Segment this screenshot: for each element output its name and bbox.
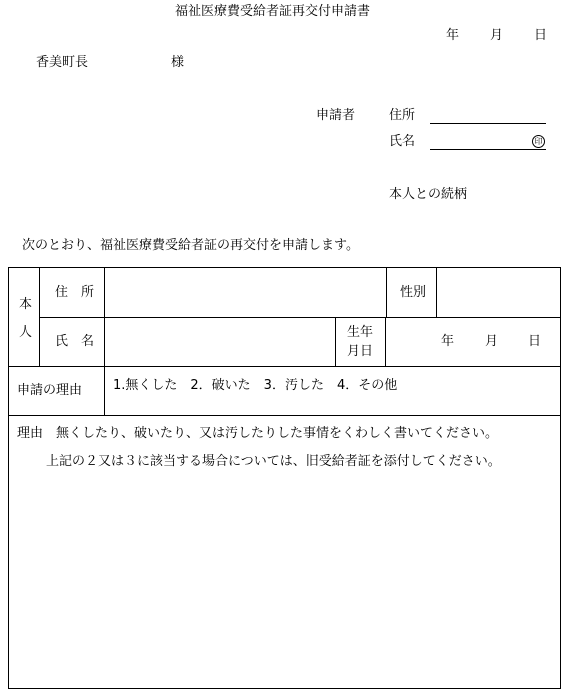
explanation-line-1: 理由 無くしたり、破いたり、又は汚したりした事情をくわしく書いてください。 bbox=[17, 426, 499, 441]
applicant-label: 申請者 bbox=[316, 108, 356, 123]
birth-cell-label-bottom: 月日 bbox=[347, 344, 374, 359]
reason-options: 1.無くした 2．破いた 3．汚した 4．その他 bbox=[113, 378, 398, 393]
col-divider-birth-label bbox=[335, 317, 336, 366]
applicant-name-label: 氏名 bbox=[389, 134, 416, 149]
row-divider-reason bbox=[9, 415, 560, 416]
applicant-name-line bbox=[430, 149, 546, 150]
name-cell-label: 氏 名 bbox=[55, 334, 95, 349]
intro-text: 次のとおり、福祉医療費受給者証の再交付を申請します。 bbox=[22, 238, 359, 253]
addressee: 香美町長 bbox=[36, 55, 89, 70]
person-label-top: 本 bbox=[19, 297, 33, 312]
addressee-honorific: 様 bbox=[171, 55, 185, 70]
application-table bbox=[8, 267, 561, 689]
date-year-label: 年 bbox=[446, 28, 460, 43]
seal-mark: 印 bbox=[532, 135, 545, 148]
col-divider-person bbox=[39, 268, 40, 366]
birth-year-label: 年 bbox=[441, 334, 455, 349]
applicant-address-line bbox=[430, 123, 546, 124]
birth-cell-label-top: 生年 bbox=[347, 325, 374, 340]
row-divider-person bbox=[9, 366, 560, 367]
sex-cell-label: 性別 bbox=[400, 285, 427, 300]
col-divider-sex-value bbox=[436, 268, 437, 317]
col-divider-label bbox=[104, 268, 105, 415]
row-divider-address bbox=[39, 317, 560, 318]
person-label-bottom: 人 bbox=[19, 325, 33, 340]
birth-day-label: 日 bbox=[528, 334, 542, 349]
explanation-line-2: 上記の２又は３に該当する場合については、旧受給者証を添付してください。 bbox=[46, 454, 501, 469]
date-day-label: 日 bbox=[534, 28, 548, 43]
address-cell-label: 住 所 bbox=[55, 285, 95, 300]
col-divider-birth-value bbox=[385, 317, 386, 366]
birth-month-label: 月 bbox=[485, 334, 499, 349]
applicant-address-label: 住所 bbox=[389, 108, 416, 123]
col-divider-sex-label bbox=[386, 268, 387, 317]
date-month-label: 月 bbox=[490, 28, 504, 43]
form-title: 福祉医療費受給者証再交付申請書 bbox=[175, 4, 371, 19]
relation-label: 本人との続柄 bbox=[389, 187, 468, 202]
reason-cell-label: 申請の理由 bbox=[17, 383, 83, 398]
